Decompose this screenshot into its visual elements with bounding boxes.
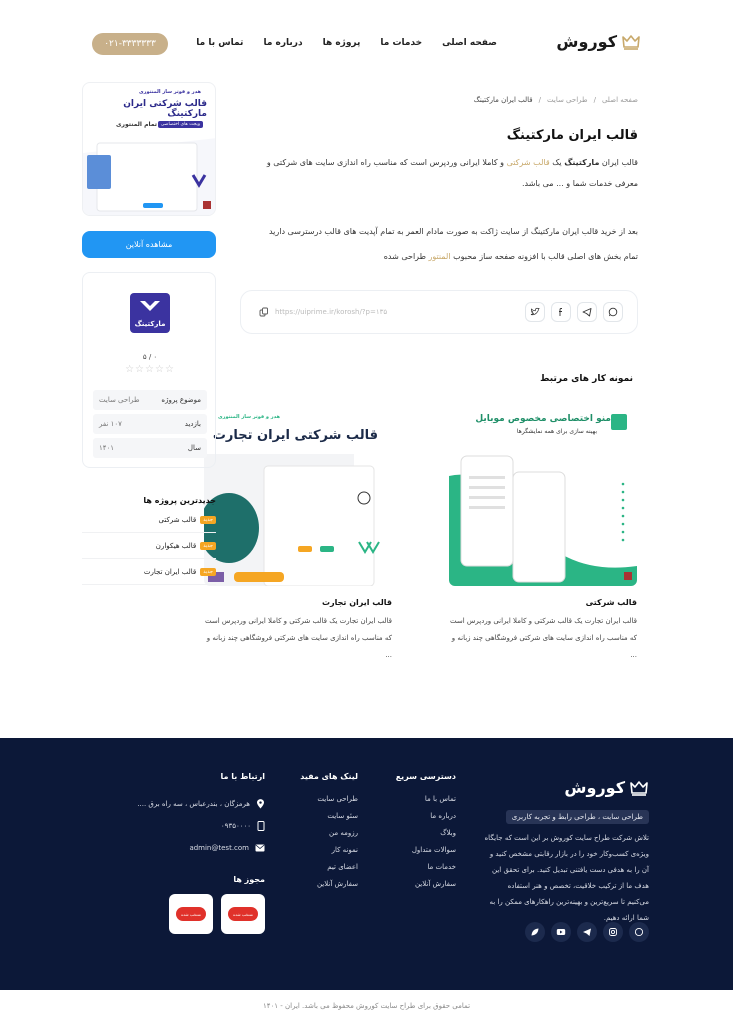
main-nav: [196, 38, 497, 48]
related-card[interactable]: [449, 406, 637, 664]
card-image[interactable]: [449, 406, 637, 586]
footer-link[interactable]: رزومه من: [329, 829, 358, 837]
telegram-icon: [582, 927, 592, 937]
nav-about[interactable]: درباره ما: [263, 38, 303, 48]
project-info-box: [82, 272, 216, 468]
latest-project-label: قالب ایران تجارت: [143, 567, 197, 576]
text: و کاملا ایرانی وردپرس است که مناسب راه اندازی سایت های شرکتی و معرفی خدمات شما و ... می باشد.: [266, 158, 638, 188]
logo-mark-icon: [138, 299, 162, 313]
share-facebook[interactable]: [551, 302, 571, 322]
footer-link[interactable]: سوالات متداول: [411, 846, 456, 854]
share-whatsapp[interactable]: [603, 302, 623, 322]
footer-leaf[interactable]: [525, 922, 545, 942]
latest-project-item[interactable]: [82, 559, 216, 585]
card-image[interactable]: [204, 406, 392, 586]
leaf-icon: [530, 927, 540, 937]
footer-about: تلاش شرکت طراح سایت کوروش بر این است که جایگاه ویژه‌ی کسب‌وکار خود را در بازار رقابتی مشخص کنید و آن را به هدفی دست یافتنی تبدیل کنید. برای تحقق این هدف ما از ترکیب خلاقیت، تخصص و هنر استفاده می‌کنیم تا سریع‌ترین و بهینه‌ترین راهکارهای ممکن را به شما ارائه دهیم.: [484, 834, 649, 922]
footer-logo[interactable]: [564, 778, 649, 797]
footer-whatsapp[interactable]: [629, 922, 649, 942]
telegram-icon: [582, 307, 592, 317]
new-badge: جدید: [200, 568, 216, 576]
info-value: ۱۴۰۱: [99, 444, 115, 452]
footer-contact-title: ارتباط با ما: [220, 772, 265, 781]
breadcrumb-sep: /: [593, 96, 596, 104]
latest-project-label: قالب هیکوارن: [155, 541, 197, 550]
logo-text: کوروش: [556, 32, 617, 51]
rating-stars[interactable]: ☆☆☆☆☆: [125, 364, 175, 375]
latest-projects-title: جدیدترین پروژه ها: [143, 496, 216, 505]
card-desc: قالب ایران تجارت یک قالب شرکتی و کاملا ایرانی وردپرس است که مناسب راه اندازی سایت های شرکتی فروشگاهی چند زبانه و ...: [449, 617, 637, 659]
crown-icon: [629, 780, 649, 796]
email-text: admin@test.com: [189, 844, 249, 852]
card-image-sub: هدر و فوتر ساز المنتوری: [218, 414, 280, 420]
whatsapp-icon: [634, 927, 644, 937]
footer-address: [135, 793, 265, 815]
nav-services[interactable]: خدمات ما: [380, 38, 423, 48]
breadcrumb-category[interactable]: طراحی سایت: [547, 96, 588, 104]
share-bar: [240, 290, 638, 334]
footer-link[interactable]: وبلاگ: [440, 829, 456, 837]
footer-useful-list: [278, 795, 358, 897]
footer: [0, 738, 733, 990]
twitter-icon: [530, 307, 540, 317]
site-logo[interactable]: [556, 32, 641, 51]
footer-phone[interactable]: [135, 815, 265, 837]
cert-label: منتخب شده: [176, 907, 206, 921]
footer-email[interactable]: [135, 837, 265, 859]
text: طراحی شده: [383, 252, 429, 261]
copy-icon[interactable]: [259, 307, 269, 317]
corporate-template-link[interactable]: قالب شرکتی: [506, 158, 550, 167]
footer-youtube[interactable]: [551, 922, 571, 942]
rating-value: ۰ / ۵: [142, 353, 158, 361]
footer-quick-title: دسترسی سریع: [395, 772, 456, 781]
update-paragraph: بعد از خرید قالب ایران مارکتینگ از سایت ژاکت به صورت مادام العمر به تمام آپدیت های قالب درسترسی دارید: [268, 227, 638, 236]
address-text: هرمزگان ، بندرعباس ، سه راه برق ....: [137, 800, 250, 808]
phone-button[interactable]: ۰۲۱-۳۳۳۳۳۳۳: [92, 33, 168, 55]
footer-certs: [135, 894, 265, 934]
location-icon: [256, 799, 265, 809]
related-card[interactable]: [204, 406, 392, 664]
whatsapp-icon: [608, 307, 618, 317]
text: قالب ایران: [599, 158, 638, 167]
card-image-title: قالب شرکتی ایران تجارت: [212, 428, 378, 443]
nav-projects[interactable]: پروژه ها: [322, 38, 361, 48]
card-title[interactable]: قالب ایران تجارت: [322, 598, 392, 607]
share-telegram[interactable]: [577, 302, 597, 322]
footer-link[interactable]: سفارش آنلاین: [316, 880, 358, 888]
footer-tagline: طراحی سایت ، طراحی رابط و تجربه کاربری: [506, 810, 649, 824]
mail-icon: [255, 844, 265, 852]
footer-telegram[interactable]: [577, 922, 597, 942]
card-image-title: منو اختصاصی مخصوص موبایل: [475, 414, 611, 424]
footer-quick-links: [376, 772, 456, 897]
online-view-button[interactable]: مشاهده آنلاین: [82, 231, 216, 258]
info-row-visits: [93, 414, 207, 434]
text: یک: [549, 158, 565, 167]
thumb-top-text: هدر و فوتر ساز المنتوری: [139, 89, 201, 95]
breadcrumb-current: قالب ایران مارکتینگ: [473, 96, 533, 104]
elementor-paragraph: [243, 246, 638, 267]
footer-social: [525, 922, 649, 942]
latest-project-item[interactable]: [82, 533, 216, 559]
info-row-subject: [93, 390, 207, 410]
latest-project-label: قالب شرکتی: [158, 515, 197, 524]
footer-link[interactable]: تماس با ما: [424, 795, 456, 803]
card-desc: قالب ایران تجارت یک قالب شرکتی و کاملا ایرانی وردپرس است که مناسب راه اندازی سایت های شرکتی فروشگاهی چند زبانه و ...: [204, 617, 392, 659]
breadcrumb: [474, 96, 638, 104]
info-row-year: [93, 438, 207, 458]
mobile-icon: [257, 821, 265, 831]
footer-link[interactable]: سفارش آنلاین: [414, 880, 456, 888]
card-title[interactable]: قالب شرکتی: [585, 598, 637, 607]
cert-label: منتخب شده: [228, 907, 258, 921]
footer-useful-links: [278, 772, 358, 897]
project-logo: [130, 293, 170, 333]
info-value: ۱۰۷ نفر: [99, 420, 122, 428]
share-url-text: https://uiprime.ir/korosh/?p=۱۳۵: [275, 308, 388, 316]
footer-link[interactable]: نمونه کار: [331, 846, 358, 854]
related-title: نمونه کار های مرتبط: [540, 374, 633, 384]
share-url[interactable]: [255, 307, 525, 317]
intro-paragraph: [243, 152, 638, 194]
breadcrumb-home[interactable]: صفحه اصلی: [601, 96, 638, 104]
share-twitter[interactable]: [525, 302, 545, 322]
new-badge: جدید: [200, 542, 216, 550]
youtube-icon: [556, 927, 566, 937]
phone-text: ۰۹۳۵۰۰۰۰: [220, 822, 251, 830]
samandehi-badge[interactable]: [221, 894, 265, 934]
crown-icon: [621, 34, 641, 50]
info-key: موضوع پروژه: [161, 396, 201, 404]
footer-instagram[interactable]: [603, 922, 623, 942]
footer-license-title: مجوز ها: [233, 875, 265, 884]
elementor-link[interactable]: المنتور: [428, 252, 451, 261]
footer-contact: [135, 772, 265, 934]
footer-useful-title: لینک های مفید: [300, 772, 358, 781]
info-key: سال: [187, 444, 201, 452]
info-key: بازدید: [184, 420, 201, 428]
footer-logo-text: کوروش: [564, 778, 625, 797]
thumb-title: قالب شرکتی ایران مارکتینگ: [123, 99, 207, 119]
project-logo-label: مارکتینگ: [134, 320, 166, 328]
footer-link[interactable]: طراحی سایت: [317, 795, 358, 803]
card-image-sub: بهینه سازی برای همه نمایشگرها: [516, 428, 597, 435]
footer-quick-list: [376, 795, 456, 897]
thumb-sub: تمام المنتوری: [116, 121, 157, 128]
footer-link[interactable]: خدمات ما: [427, 863, 456, 871]
thumb-badge: ویجت های اختصاصی: [158, 121, 203, 128]
text: تمام بخش های اصلی قالب با افزونه صفحه ساز محبوب: [450, 252, 638, 261]
info-value: طراحی سایت: [99, 396, 140, 404]
enamad-badge[interactable]: [169, 894, 213, 934]
facebook-icon: [556, 307, 566, 317]
nav-home[interactable]: صفحه اصلی: [442, 38, 497, 48]
page-title: قالب ایران مارکتینگ: [506, 128, 638, 143]
share-icons: [525, 302, 623, 322]
footer-link[interactable]: درباره ما: [430, 812, 456, 820]
footer-link[interactable]: سئو سایت: [327, 812, 358, 820]
instagram-icon: [608, 927, 618, 937]
nav-contact[interactable]: تماس با ما: [196, 38, 244, 48]
project-thumbnail[interactable]: [82, 82, 216, 216]
text-bold: مارکتینگ: [564, 158, 600, 167]
footer-link[interactable]: اعضای تیم: [327, 863, 358, 871]
breadcrumb-sep: /: [538, 96, 542, 104]
copyright: تمامی حقوق برای طراح سایت کوروش محفوظ می باشد. ایران - ۱۴۰۱: [262, 1002, 471, 1010]
latest-project-item[interactable]: [82, 507, 216, 533]
new-badge: جدید: [200, 516, 216, 524]
